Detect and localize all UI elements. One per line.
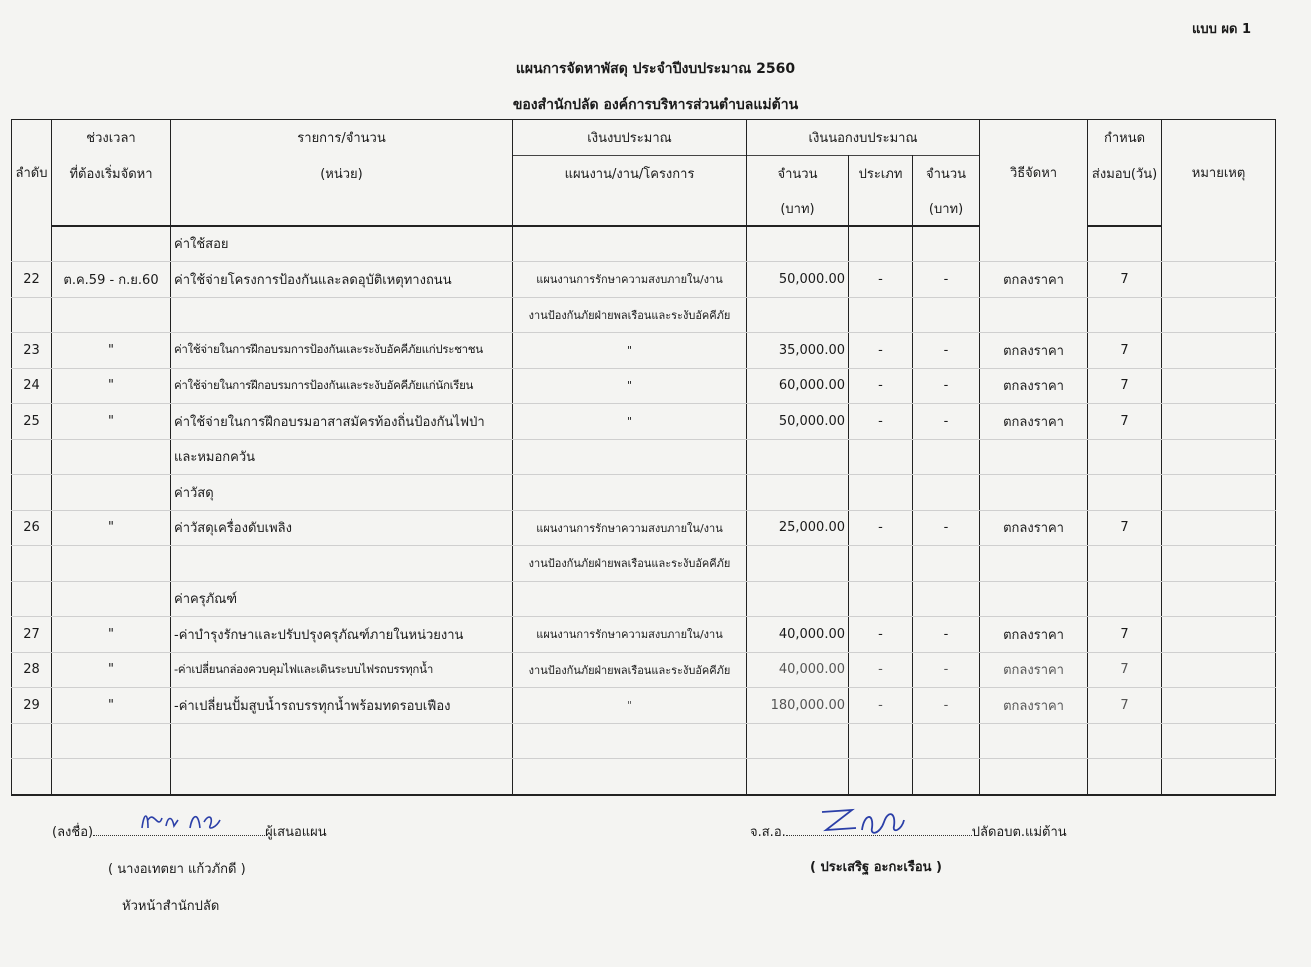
cell-item: และหมอกควัน xyxy=(171,439,513,475)
cell-off-amount: - xyxy=(913,688,980,724)
cell-item: ค่าใช้สอย xyxy=(171,226,513,262)
cell-method: ตกลงราคา xyxy=(980,262,1088,298)
right-name: ( ประเสริฐ อะกะเรือน ) xyxy=(810,860,942,875)
cell-period xyxy=(52,439,171,475)
cell-item: -ค่าเปลี่ยนกล่องควบคุมไฟและเดินระบบไฟรถบรรทุกน้ำ xyxy=(171,652,513,688)
cell-seq: 23 xyxy=(12,333,52,369)
header-budget: เงินงบประมาณ xyxy=(513,120,747,156)
cell-type: - xyxy=(849,404,913,440)
header-method: วิธีจัดหา xyxy=(980,120,1088,226)
left-handwritten-signature xyxy=(138,806,228,836)
cell-days xyxy=(1088,226,1162,262)
cell-days: 7 xyxy=(1088,688,1162,724)
header-plan: แผนงาน/งาน/โครงการ xyxy=(513,156,747,192)
cell-type xyxy=(849,475,913,511)
cell-method: ตกลงราคา xyxy=(980,510,1088,546)
header-seq: ลำดับ xyxy=(12,120,52,226)
header-type: ประเภท xyxy=(849,156,913,192)
cell-amount: 40,000.00 xyxy=(747,617,849,653)
cell-plan: แผนงานการรักษาความสงบภายใน/งาน xyxy=(513,510,747,546)
cell-amount: 50,000.00 xyxy=(747,262,849,298)
header-item: รายการ/จำนวน xyxy=(171,120,513,156)
cell-off-amount xyxy=(913,475,980,511)
cell-period: " xyxy=(52,688,171,724)
cell-seq xyxy=(12,546,52,582)
cell-type: - xyxy=(849,262,913,298)
cell-seq xyxy=(12,475,52,511)
cell-amount xyxy=(747,759,849,795)
cell-off-amount xyxy=(913,439,980,475)
cell-off-amount: - xyxy=(913,510,980,546)
cell-amount xyxy=(747,581,849,617)
cell-type xyxy=(849,439,913,475)
cell-seq: 22 xyxy=(12,262,52,298)
cell-method xyxy=(980,226,1088,262)
cell-item xyxy=(171,297,513,333)
sign-label: (ลงชื่อ) xyxy=(52,825,94,840)
cell-amount xyxy=(747,475,849,511)
cell-period: " xyxy=(52,510,171,546)
cell-off-amount: - xyxy=(913,617,980,653)
cell-plan xyxy=(513,439,747,475)
cell-method xyxy=(980,297,1088,333)
cell-period xyxy=(52,475,171,511)
cell-item: ค่าใช้จ่ายโครงการป้องกันและลดอุบัติเหตุทางถนน xyxy=(171,262,513,298)
header-period-line2: ที่ต้องเริ่มจัดหา xyxy=(52,156,171,192)
cell-method xyxy=(980,581,1088,617)
cell-item: ค่าใช้จ่ายในการฝึกอบรมการป้องกันและระงับอัคคีภัยแก่นักเรียน xyxy=(171,368,513,404)
cell-method xyxy=(980,475,1088,511)
cell-method: ตกลงราคา xyxy=(980,368,1088,404)
left-role: ผู้เสนอแผน xyxy=(265,825,327,840)
cell-off-amount: - xyxy=(913,333,980,369)
cell-amount: 60,000.00 xyxy=(747,368,849,404)
cell-plan: งานป้องกันภัยฝ่ายพลเรือนและระงับอัคคีภัย xyxy=(513,297,747,333)
cell-type xyxy=(849,546,913,582)
cell-period xyxy=(52,297,171,333)
cell-days: 7 xyxy=(1088,617,1162,653)
cell-period: " xyxy=(52,333,171,369)
left-name: ( นางอเทตยา แก้วภักดี ) xyxy=(108,862,246,877)
cell-seq: 24 xyxy=(12,368,52,404)
cell-amount: 180,000.00 xyxy=(747,688,849,724)
cell-item: ค่าวัสดุ xyxy=(171,475,513,511)
cell-seq: 26 xyxy=(12,510,52,546)
cell-plan xyxy=(513,723,747,759)
cell-off-amount xyxy=(913,546,980,582)
cell-period xyxy=(52,226,171,262)
cell-seq xyxy=(12,226,52,262)
cell-type: - xyxy=(849,617,913,653)
cell-period xyxy=(52,723,171,759)
cell-item: ค่าใช้จ่ายในการฝึกอบรมอาสาสมัครท้องถิ่นป้องกันไฟป่า xyxy=(171,404,513,440)
cell-seq: 29 xyxy=(12,688,52,724)
cell-plan: แผนงานการรักษาความสงบภายใน/งาน xyxy=(513,617,747,653)
cell-plan: แผนงานการรักษาความสงบภายใน/งาน xyxy=(513,262,747,298)
cell-period xyxy=(52,581,171,617)
cell-method: ตกลงราคา xyxy=(980,688,1088,724)
cell-item xyxy=(171,723,513,759)
form-code: แบบ ผด 1 xyxy=(1191,22,1251,37)
cell-seq: 28 xyxy=(12,652,52,688)
cell-days: 7 xyxy=(1088,404,1162,440)
document-title: แผนการจัดหาพัสดุ ประจำปีงบประมาณ 2560 xyxy=(515,61,796,77)
cell-plan xyxy=(513,226,747,262)
cell-days: 7 xyxy=(1088,510,1162,546)
cell-days: 7 xyxy=(1088,262,1162,298)
cell-seq xyxy=(12,297,52,333)
cell-period xyxy=(52,759,171,795)
cell-method: ตกลงราคา xyxy=(980,333,1088,369)
cell-type xyxy=(849,759,913,795)
cell-days xyxy=(1088,581,1162,617)
cell-plan: " xyxy=(513,404,747,440)
cell-amount: 35,000.00 xyxy=(747,333,849,369)
header-offbudget: เงินนอกงบประมาณ xyxy=(747,120,980,156)
cell-item xyxy=(171,546,513,582)
cell-off-amount xyxy=(913,581,980,617)
cell-item: ค่าครุภัณฑ์ xyxy=(171,581,513,617)
cell-days xyxy=(1088,475,1162,511)
cell-period: ต.ค.59 - ก.ย.60 xyxy=(52,262,171,298)
cell-amount: 25,000.00 xyxy=(747,510,849,546)
cell-type xyxy=(849,581,913,617)
cell-off-amount: - xyxy=(913,368,980,404)
header-amount: จำนวน xyxy=(747,156,849,192)
document-subtitle: ของสำนักปลัด องค์การบริหารส่วนตำบลแม่ต้าน xyxy=(512,97,799,113)
cell-amount xyxy=(747,226,849,262)
cell-type: - xyxy=(849,652,913,688)
cell-amount xyxy=(747,723,849,759)
cell-period: " xyxy=(52,617,171,653)
header-remark: หมายเหตุ xyxy=(1162,120,1276,226)
cell-method xyxy=(980,439,1088,475)
header-off-amount-unit: (บาท) xyxy=(913,192,980,226)
cell-days xyxy=(1088,297,1162,333)
cell-plan xyxy=(513,759,747,795)
cell-amount xyxy=(747,439,849,475)
cell-days: 7 xyxy=(1088,652,1162,688)
right-prefix: จ.ส.อ. xyxy=(750,825,786,840)
cell-method: ตกลงราคา xyxy=(980,617,1088,653)
cell-days xyxy=(1088,546,1162,582)
cell-amount xyxy=(747,297,849,333)
cell-days xyxy=(1088,723,1162,759)
cell-type xyxy=(849,723,913,759)
cell-amount xyxy=(747,546,849,582)
cell-item xyxy=(171,759,513,795)
cell-type xyxy=(849,297,913,333)
header-deadline-line2: ส่งมอบ(วัน) xyxy=(1088,156,1162,192)
header-item-line2: (หน่วย) xyxy=(171,156,513,192)
cell-method xyxy=(980,759,1088,795)
cell-off-amount xyxy=(913,723,980,759)
cell-method xyxy=(980,546,1088,582)
cell-type: - xyxy=(849,368,913,404)
cell-plan: " xyxy=(513,333,747,369)
header-off-amount: จำนวน xyxy=(913,156,980,192)
cell-plan: " xyxy=(513,368,747,404)
cell-seq xyxy=(12,723,52,759)
cell-type: - xyxy=(849,510,913,546)
right-handwritten-signature xyxy=(812,800,912,840)
cell-off-amount xyxy=(913,759,980,795)
cell-days xyxy=(1088,759,1162,795)
cell-method: ตกลงราคา xyxy=(980,404,1088,440)
cell-item: ค่าใช้จ่ายในการฝึกอบรมการป้องกันและระงับอัคคีภัยแก่ประชาชน xyxy=(171,333,513,369)
cell-days: 7 xyxy=(1088,368,1162,404)
cell-days: 7 xyxy=(1088,333,1162,369)
cell-period: " xyxy=(52,368,171,404)
cell-period: " xyxy=(52,404,171,440)
header-period: ช่วงเวลา xyxy=(52,120,171,156)
cell-off-amount xyxy=(913,226,980,262)
cell-amount: 40,000.00 xyxy=(747,652,849,688)
left-position: หัวหน้าสำนักปลัด xyxy=(122,899,220,914)
cell-plan: " xyxy=(513,688,747,724)
cell-plan xyxy=(513,581,747,617)
cell-plan xyxy=(513,475,747,511)
cell-plan: งานป้องกันภัยฝ่ายพลเรือนและระงับอัคคีภัย xyxy=(513,546,747,582)
cell-off-amount xyxy=(913,297,980,333)
cell-period xyxy=(52,546,171,582)
cell-off-amount: - xyxy=(913,262,980,298)
cell-plan: งานป้องกันภัยฝ่ายพลเรือนและระงับอัคคีภัย xyxy=(513,652,747,688)
cell-days xyxy=(1088,439,1162,475)
cell-method xyxy=(980,723,1088,759)
header-amount-unit: (บาท) xyxy=(747,192,849,226)
cell-seq: 27 xyxy=(12,617,52,653)
cell-period: " xyxy=(52,652,171,688)
right-role: ปลัดอบต.แม่ต้าน xyxy=(971,825,1067,840)
cell-item: -ค่าบำรุงรักษาและปรับปรุงครุภัณฑ์ภายในหน่วยงาน xyxy=(171,617,513,653)
cell-item: -ค่าเปลี่ยนปั้มสูบน้ำรถบรรทุกน้ำพร้อมทดรอบเฟือง xyxy=(171,688,513,724)
cell-method: ตกลงราคา xyxy=(980,652,1088,688)
cell-seq: 25 xyxy=(12,404,52,440)
cell-type: - xyxy=(849,688,913,724)
cell-type: - xyxy=(849,333,913,369)
cell-type xyxy=(849,226,913,262)
cell-item: ค่าวัสดุเครื่องดับเพลิง xyxy=(171,510,513,546)
cell-off-amount: - xyxy=(913,652,980,688)
cell-seq xyxy=(12,581,52,617)
procurement-plan-table xyxy=(11,119,1276,796)
cell-seq xyxy=(12,759,52,795)
cell-seq xyxy=(12,439,52,475)
header-deadline: กำหนด xyxy=(1088,120,1162,156)
cell-off-amount: - xyxy=(913,404,980,440)
cell-amount: 50,000.00 xyxy=(747,404,849,440)
